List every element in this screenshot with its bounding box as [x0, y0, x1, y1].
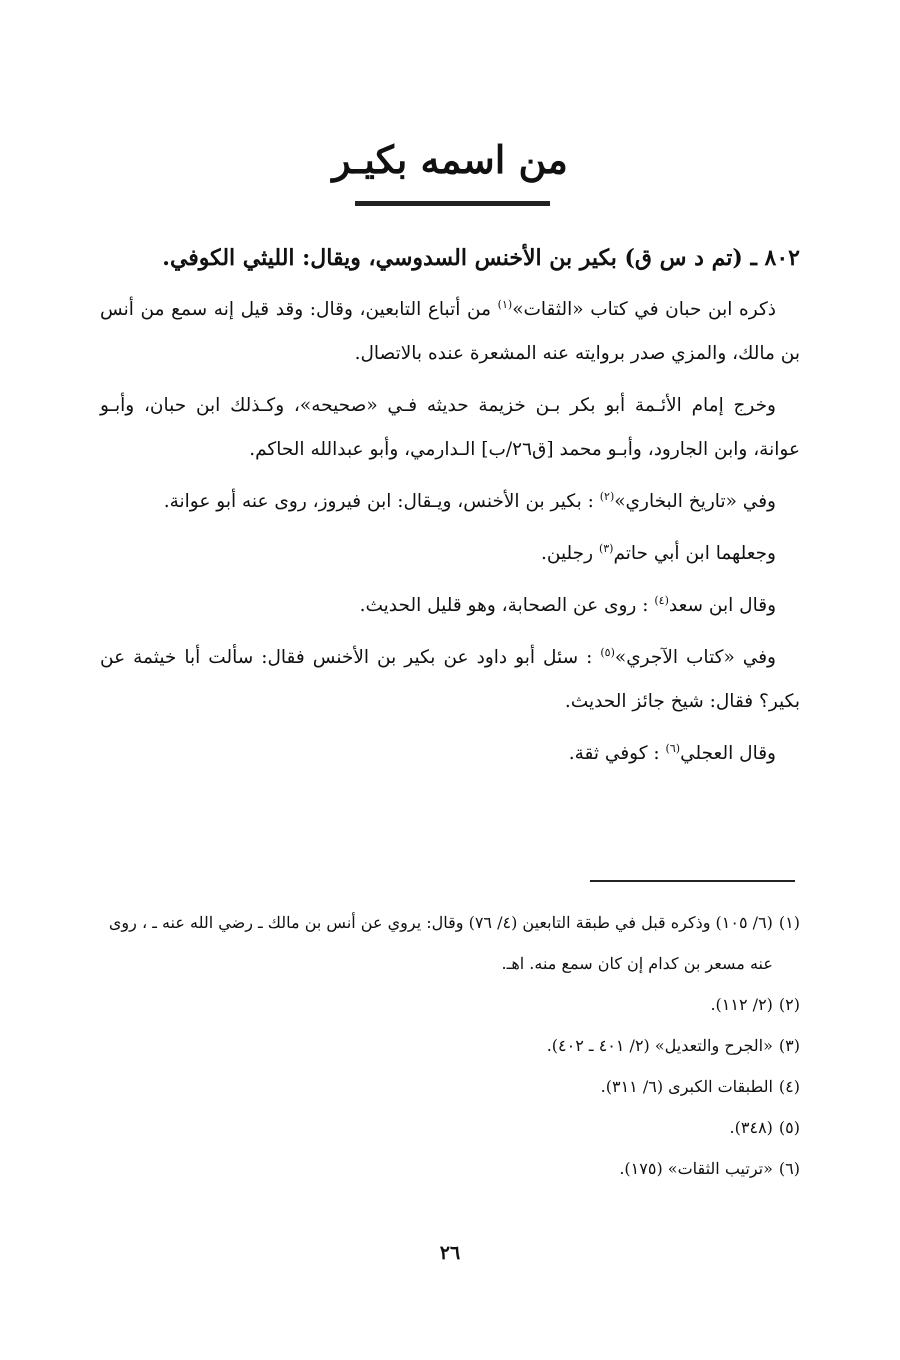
paragraph-text: وقال العجلي [680, 743, 776, 764]
footnote-ref: (١) [497, 297, 513, 311]
footnote-number: (٦) [778, 1159, 800, 1178]
footnote-text: «الجرح والتعديل» (٢/ ٤٠١ ـ ٤٠٢). [546, 1036, 773, 1055]
paragraph-text: وخرج إمام الأئـمة أبو بكر بـن خزيمة حديثه فـي «صحيحه»، وكـذلك ابن حبان، وأبـو عوانة، وابن الجارود، وأبـو محمد [ق٢٦/ب] الـدارمي، وأبو عبدالله الحاكم. [100, 395, 800, 460]
footnote [100, 1066, 800, 1107]
paragraph [100, 584, 800, 628]
entry-heading: ٨٠٢ ـ (تم د س ق) بكير بن الأخنس السدوسي، ويقال: الليثي الكوفي. [162, 245, 800, 271]
footnote [100, 1148, 800, 1189]
footnote [100, 1025, 800, 1066]
footnotes [100, 902, 800, 1189]
footnote-number: (٤) [778, 1077, 800, 1096]
section-title: من اسمه بكيـر [332, 137, 568, 182]
footnote-text: (٦/ ١٠٥) وذكره قبل في طبقة التابعين (٤/ ٧٦) وقال: يروي عن أنس بن مالك ـ رضي الله عنه ـ ، روى عنه مسعر بن كدام إن كان سمع منه. اهـ. [108, 913, 773, 973]
footnote-ref: (٤) [654, 593, 669, 607]
footnote [100, 902, 800, 984]
footnote-number: (٥) [778, 1118, 800, 1137]
paragraph-text: رجلين. [541, 543, 599, 564]
paragraph-text: : كوفي ثقة. [568, 743, 666, 764]
paragraph [100, 384, 800, 472]
footnote [100, 984, 800, 1025]
paragraph-text: : سئل أبو داود عن بكير بن الأخنس فقال: سألت أبا خيثمة عن بكير؟ فقال: شيخ جائز الحديث. [100, 647, 800, 712]
entry-body [100, 288, 800, 784]
paragraph [100, 636, 800, 724]
paragraph-text: وجعلهما ابن أبي حاتم [613, 543, 776, 564]
footnote-text: (٣٤٨). [729, 1118, 773, 1137]
paragraph-text: من أتباع التابعين، وقال: وقد قيل إنه سمع من أنس بن مالك، والمزي صدر بروايته عنه المشعرة عنده بالاتصال. [100, 299, 800, 364]
footnote-text: (٢/ ١١٢). [710, 995, 773, 1014]
paragraph [100, 480, 800, 524]
paragraph [100, 288, 800, 376]
paragraph-text: وفي «كتاب الآجري» [614, 647, 776, 668]
footnote [100, 1107, 800, 1148]
title-underline [355, 201, 550, 206]
paragraph-text: وقال ابن سعد [668, 595, 776, 616]
footnote-text: الطبقات الكبرى (٦/ ٣١١). [600, 1077, 773, 1096]
paragraph-text: ذكره ابن حبان في كتاب «الثقات» [512, 299, 777, 320]
paragraph-text: : روى عن الصحابة، وهو قليل الحديث. [359, 595, 655, 616]
paragraph-text: وفي «تاريخ البخاري» [614, 491, 776, 512]
paragraph-text: : بكير بن الأخنس، ويـقال: ابن فيروز، روى عنه أبو عوانة. [163, 491, 600, 512]
footnote-ref: (٦) [665, 741, 681, 755]
footnote-ref: (٢) [599, 489, 615, 503]
footnote-text: «ترتيب الثقات» (١٧٥). [619, 1159, 773, 1178]
paragraph [100, 732, 800, 776]
footnote-number: (١) [778, 913, 800, 932]
footnote-number: (٣) [778, 1036, 800, 1055]
page-number: ٢٦ [439, 1242, 461, 1264]
footnote-ref: (٣) [598, 541, 614, 555]
footnote-separator [590, 880, 795, 882]
footnote-number: (٢) [778, 995, 800, 1014]
footnote-ref: (٥) [600, 645, 615, 659]
paragraph [100, 532, 800, 576]
